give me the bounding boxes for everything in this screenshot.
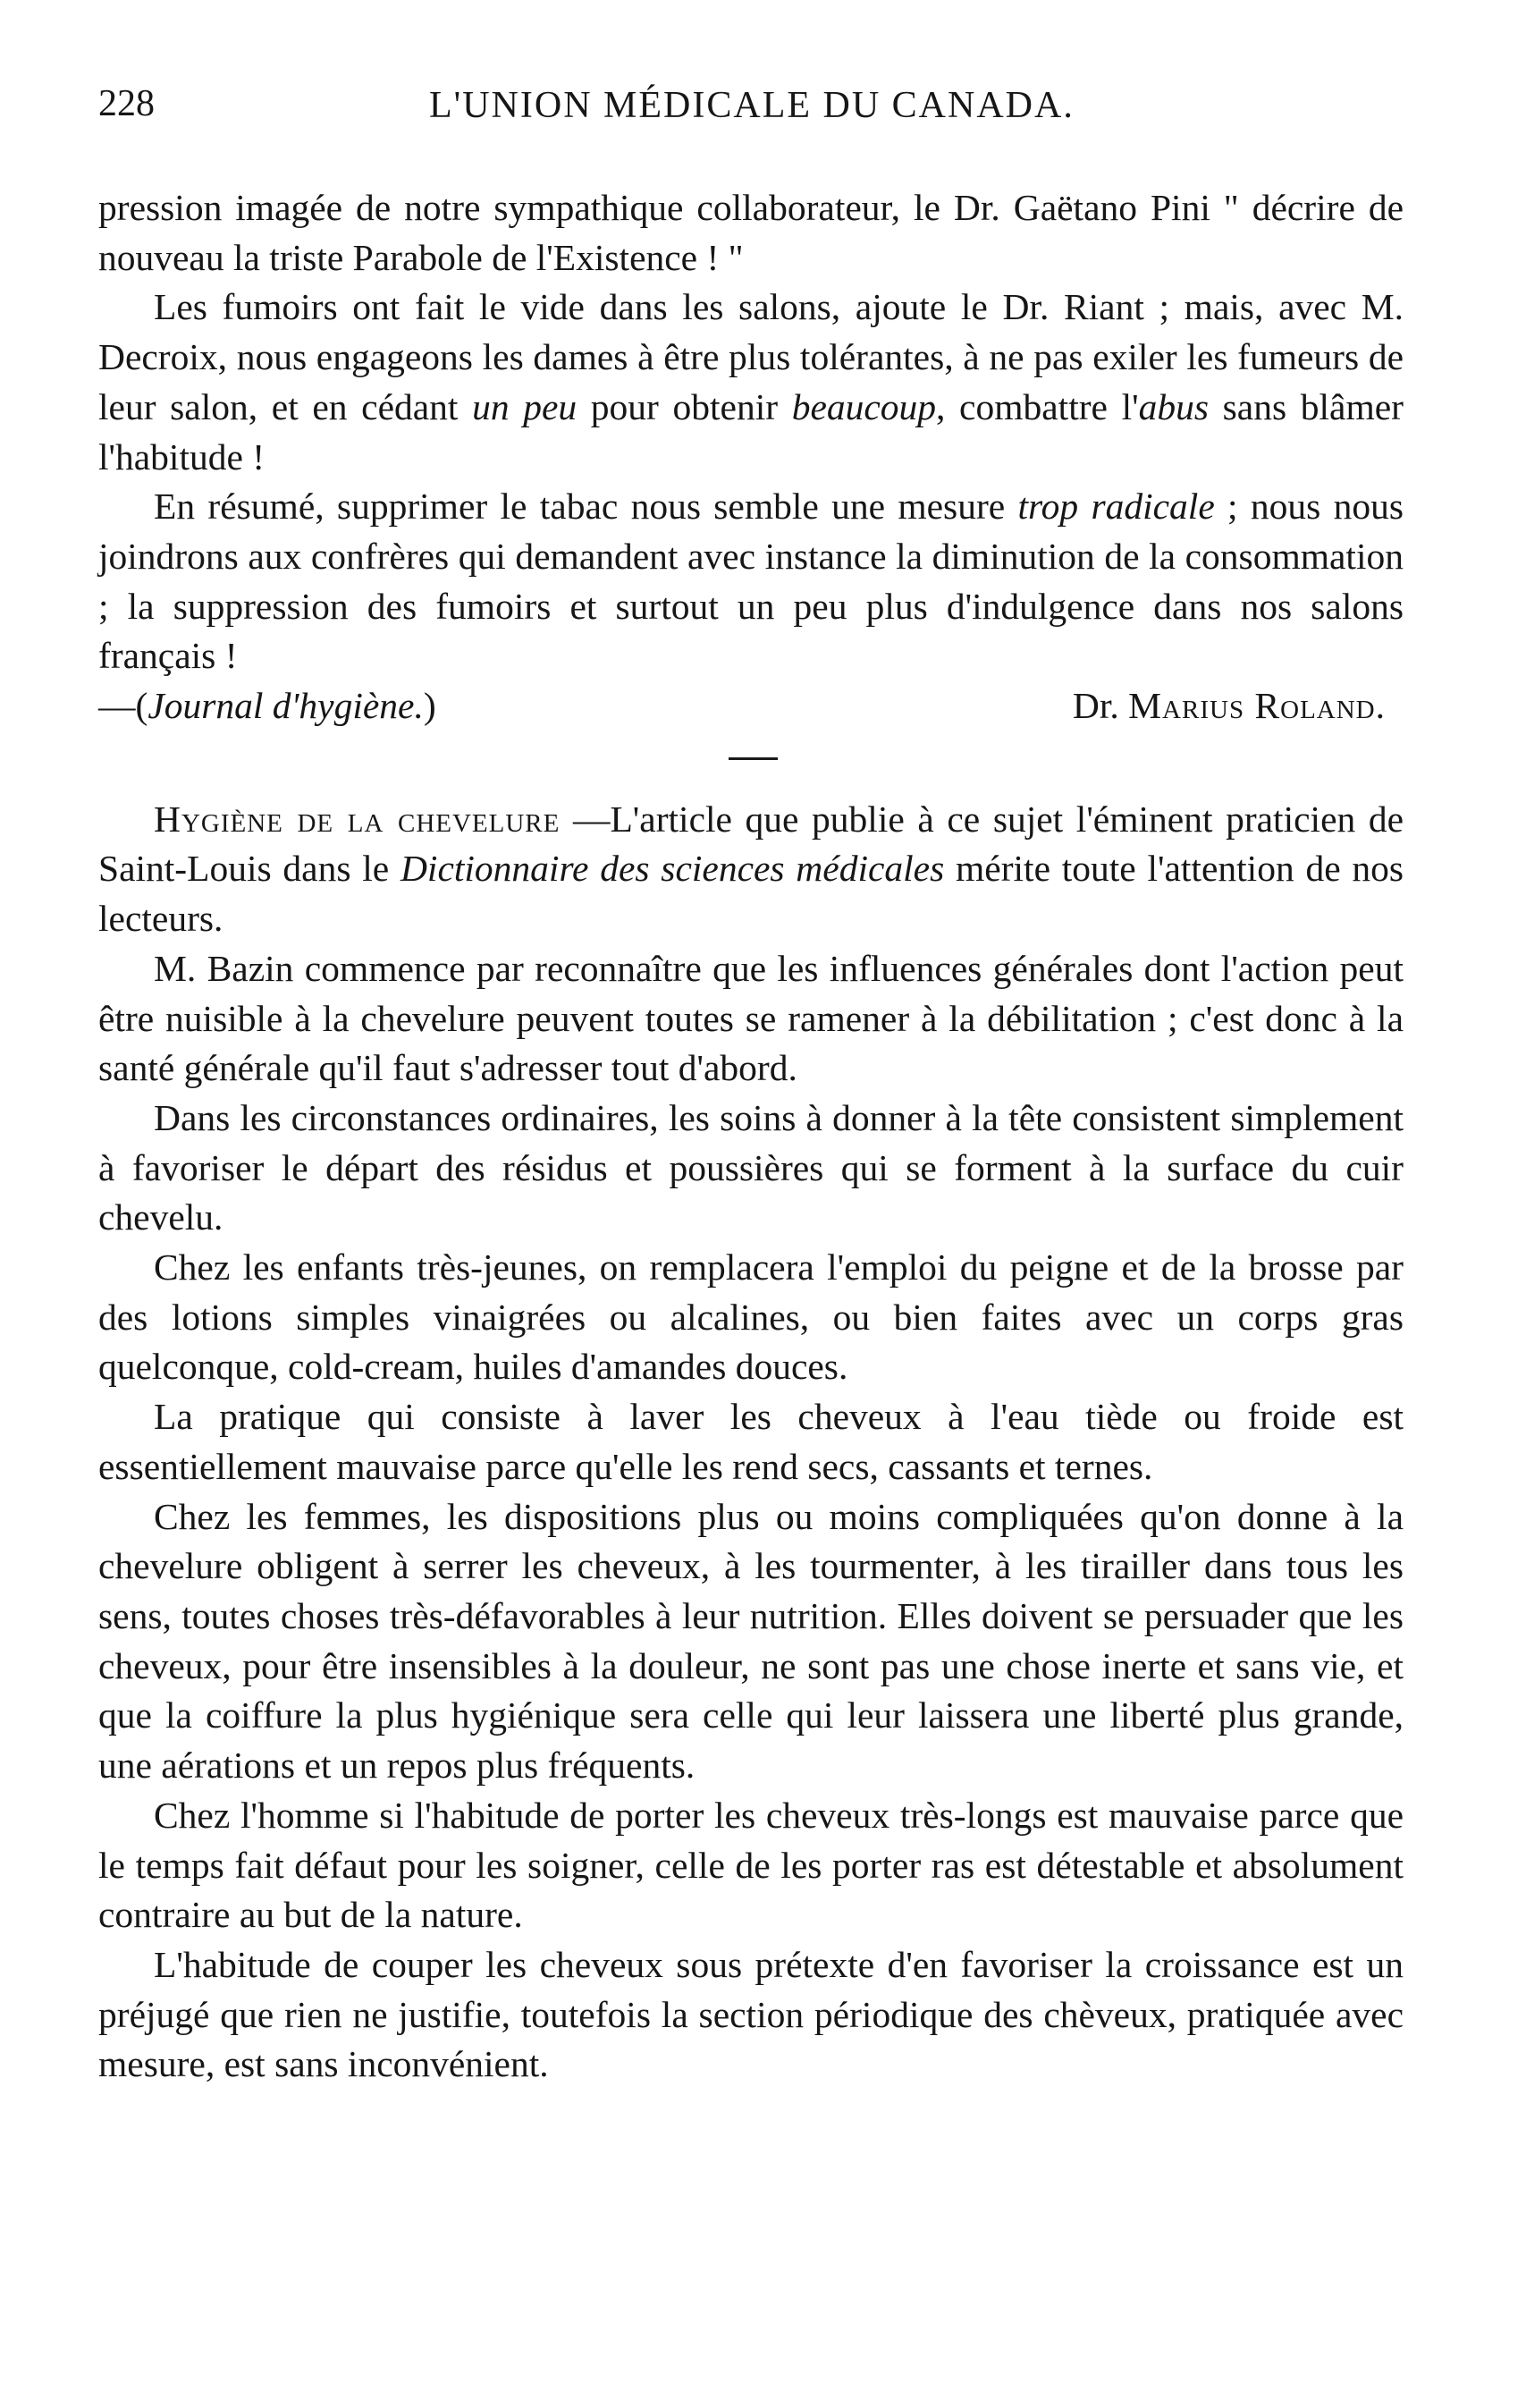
paragraph: M. Bazin commence par reconnaître que les influences générales dont l'action peut être nuisible à la chevelure peuvent toutes se ramener à la débilitation ; c'est donc à la santé générale qu'il faut s'adresser tout d'abord. xyxy=(98,947,1404,1089)
paragraph: En résumé, supprimer le tabac nous semble une mesure trop radicale ; nous nous joindrons aux confrères qui demandent avec instance la diminution de la consommation ; la suppression des fumoirs et surtout un peu plus d'indulgence dans nos salons français ! xyxy=(98,486,1404,677)
divider xyxy=(729,757,778,760)
paragraph: Hygiène de la chevelure —L'article que publie à ce sujet l'éminent praticien de Saint-Louis dans le Dictionnaire des sciences médicales mérite toute l'attention de nos lecteurs. xyxy=(98,798,1404,940)
paragraph: Chez l'homme si l'habitude de porter les cheveux très-longs est mauvaise parce que le temps fait défaut pour les soigner, celle de les porter ras est détestable et absolument contraire au but de la nature. xyxy=(98,1794,1404,1936)
paragraph: Chez les femmes, les dispositions plus ou moins compliquées qu'on donne à la chevelure obligent à serrer les cheveux, à les tourmenter, à les tirailler dans tous les sens, toutes choses très-défavorables à leur nutrition. Elles doivent se persuader que les cheveux, pour être insensibles à la douleur, ne sont pas une chose inerte et sans vie, et que la coiffure la plus hygiénique sera celle qui leur laissera une liberté plus grande, une aérations et un repos plus fréquents. xyxy=(98,1495,1404,1787)
paragraph: La pratique qui consiste à laver les cheveux à l'eau tiède ou froide est essentiellement mauvaise parce qu'elle les rend secs, cassants et ternes. xyxy=(98,1396,1404,1487)
section-title: Hygiène de la chevelure xyxy=(154,798,561,840)
paragraph: Les fumoirs ont fait le vide dans les salons, ajoute le Dr. Riant ; mais, avec M. Decroix, nous engageons les dames à être plus tolérantes, à ne pas exiler les fumeurs de leur salon, et en cédant un peu pour obtenir beaucoup, combattre l'abus sans blâmer l'habitude ! xyxy=(98,286,1404,477)
signature-line xyxy=(98,681,1404,731)
article-body xyxy=(98,183,1404,2090)
author-signature: Dr. Marius Roland. xyxy=(1072,685,1386,727)
source-citation: —(Journal d'hygiène.) xyxy=(98,685,436,727)
paragraph: pression imagée de notre sympathique collaborateur, le Dr. Gaëtano Pini " décrire de nouveau la triste Parabole de l'Existence ! " xyxy=(98,187,1404,278)
section-separator xyxy=(98,731,1404,795)
running-title: L'UNION MÉDICALE DU CANADA. xyxy=(429,85,1075,126)
paragraph: L'habitude de couper les cheveux sous prétexte d'en favoriser la croissance est un préjugé que rien ne justifie, toutefois la section périodique des chèveux, pratiquée avec mesure, est sans inconvénient. xyxy=(98,1943,1404,2085)
page-header xyxy=(98,82,1404,136)
page-number: 228 xyxy=(98,83,155,124)
paragraph: Chez les enfants très-jeunes, on remplacera l'emploi du peigne et de la brosse par des lotions simples vinaigrées ou alcalines, ou bien faites avec un corps gras quelconque, cold-cream, huiles d'amandes douces. xyxy=(98,1246,1404,1388)
paragraph: Dans les circonstances ordinaires, les soins à donner à la tête consistent simplement à favoriser le départ des résidus et poussières qui se forment à la surface du cuir chevelu. xyxy=(98,1096,1404,1238)
